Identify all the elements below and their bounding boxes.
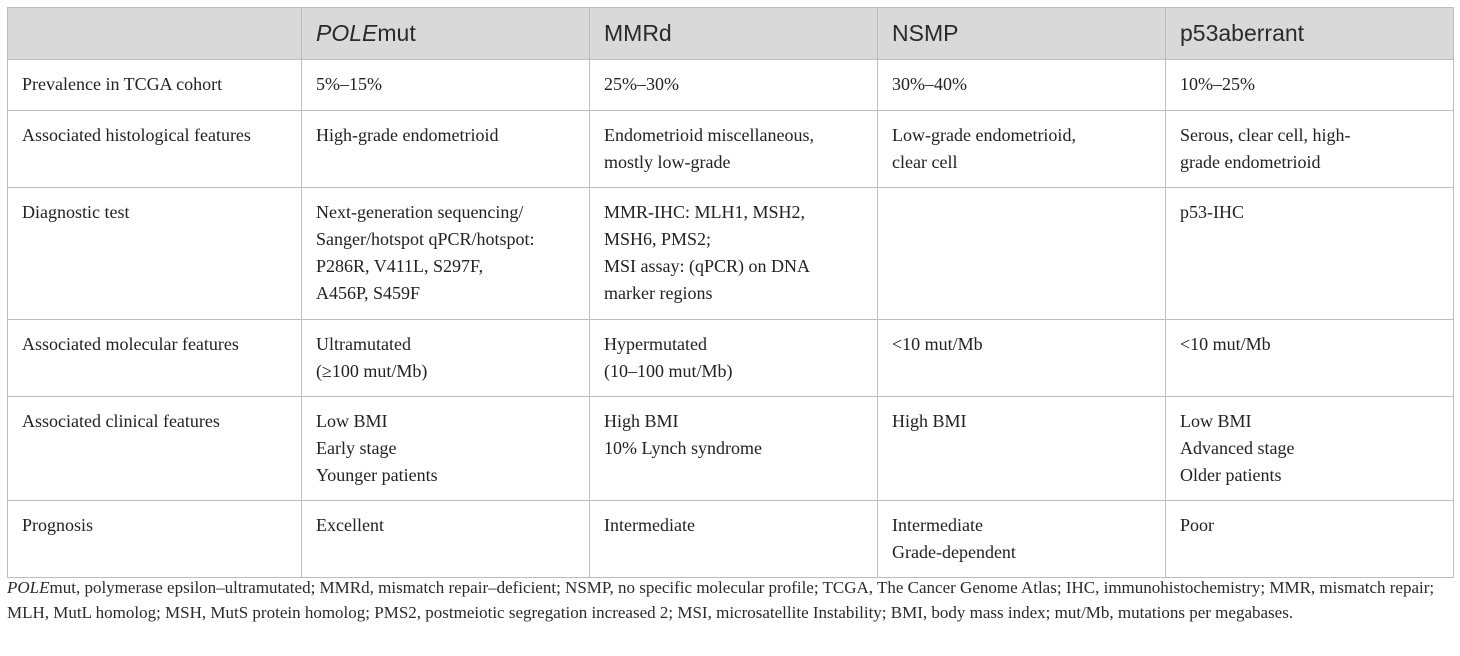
cell-p53aberrant: p53-IHC bbox=[1166, 188, 1454, 320]
header-p53aberrant: p53aberrant bbox=[1166, 8, 1454, 60]
cell-mmrd: 25%–30% bbox=[590, 60, 878, 111]
cell-nsmp bbox=[878, 188, 1166, 320]
footnote-text: mut, polymerase epsilon–ultramutated; MMRd, mismatch repair–deficient; NSMP, no specific molecular profile; TCGA, The Cancer Genome Atlas; IHC, immunohistochemistry; MMR, mismatch repair; MLH, MutL homolog; MSH, MutS protein homolog; PMS2, postmeiotic segregation increased 2; MSI, microsatellite Instability; BMI, body mass index; mut/Mb, mutations per megabases. bbox=[7, 578, 1435, 622]
table-row bbox=[8, 501, 1454, 578]
table-row bbox=[8, 60, 1454, 111]
cell-polemut: Ultramutated (≥100 mut/Mb) bbox=[302, 320, 590, 397]
molecular-classification-table bbox=[7, 7, 1454, 578]
cell-nsmp: Intermediate Grade-dependent bbox=[878, 501, 1166, 578]
table-container bbox=[7, 7, 1453, 578]
cell-mmrd: Intermediate bbox=[590, 501, 878, 578]
cell-polemut: Next-generation sequencing/ Sanger/hotspot qPCR/hotspot: P286R, V411L, S297F, A456P, S459F bbox=[302, 188, 590, 320]
cell-nsmp: 30%–40% bbox=[878, 60, 1166, 111]
table-row bbox=[8, 320, 1454, 397]
cell-p53aberrant: <10 mut/Mb bbox=[1166, 320, 1454, 397]
header-pole-rest: mut bbox=[377, 20, 416, 46]
header-pole-italic: POLE bbox=[316, 20, 378, 46]
header-mmrd: MMRd bbox=[590, 8, 878, 60]
table-row bbox=[8, 188, 1454, 320]
cell-nsmp: High BMI bbox=[878, 397, 1166, 501]
footnote-italic-lead: POLE bbox=[7, 578, 50, 597]
cell-p53aberrant: 10%–25% bbox=[1166, 60, 1454, 111]
cell-polemut: Low BMI Early stage Younger patients bbox=[302, 397, 590, 501]
header-row bbox=[8, 8, 1454, 60]
header-nsmp: NSMP bbox=[878, 8, 1166, 60]
cell-polemut: High-grade endometrioid bbox=[302, 111, 590, 188]
row-label: Prevalence in TCGA cohort bbox=[8, 60, 302, 111]
cell-p53aberrant: Serous, clear cell, high- grade endometrioid bbox=[1166, 111, 1454, 188]
row-label: Associated histological features bbox=[8, 111, 302, 188]
cell-p53aberrant: Poor bbox=[1166, 501, 1454, 578]
cell-nsmp: Low-grade endometrioid, clear cell bbox=[878, 111, 1166, 188]
header-polemut bbox=[302, 8, 590, 60]
row-label: Associated clinical features bbox=[8, 397, 302, 501]
row-label: Diagnostic test bbox=[8, 188, 302, 320]
row-label: Prognosis bbox=[8, 501, 302, 578]
cell-mmrd: MMR-IHC: MLH1, MSH2, MSH6, PMS2; MSI assay: (qPCR) on DNA marker regions bbox=[590, 188, 878, 320]
row-label: Associated molecular features bbox=[8, 320, 302, 397]
table-row bbox=[8, 397, 1454, 501]
cell-polemut: 5%–15% bbox=[302, 60, 590, 111]
cell-mmrd: Hypermutated (10–100 mut/Mb) bbox=[590, 320, 878, 397]
cell-p53aberrant: Low BMI Advanced stage Older patients bbox=[1166, 397, 1454, 501]
header-corner bbox=[8, 8, 302, 60]
table-footnote bbox=[7, 575, 1453, 625]
cell-nsmp: <10 mut/Mb bbox=[878, 320, 1166, 397]
table-row bbox=[8, 111, 1454, 188]
cell-mmrd: Endometrioid miscellaneous, mostly low-grade bbox=[590, 111, 878, 188]
cell-polemut: Excellent bbox=[302, 501, 590, 578]
cell-mmrd: High BMI 10% Lynch syndrome bbox=[590, 397, 878, 501]
